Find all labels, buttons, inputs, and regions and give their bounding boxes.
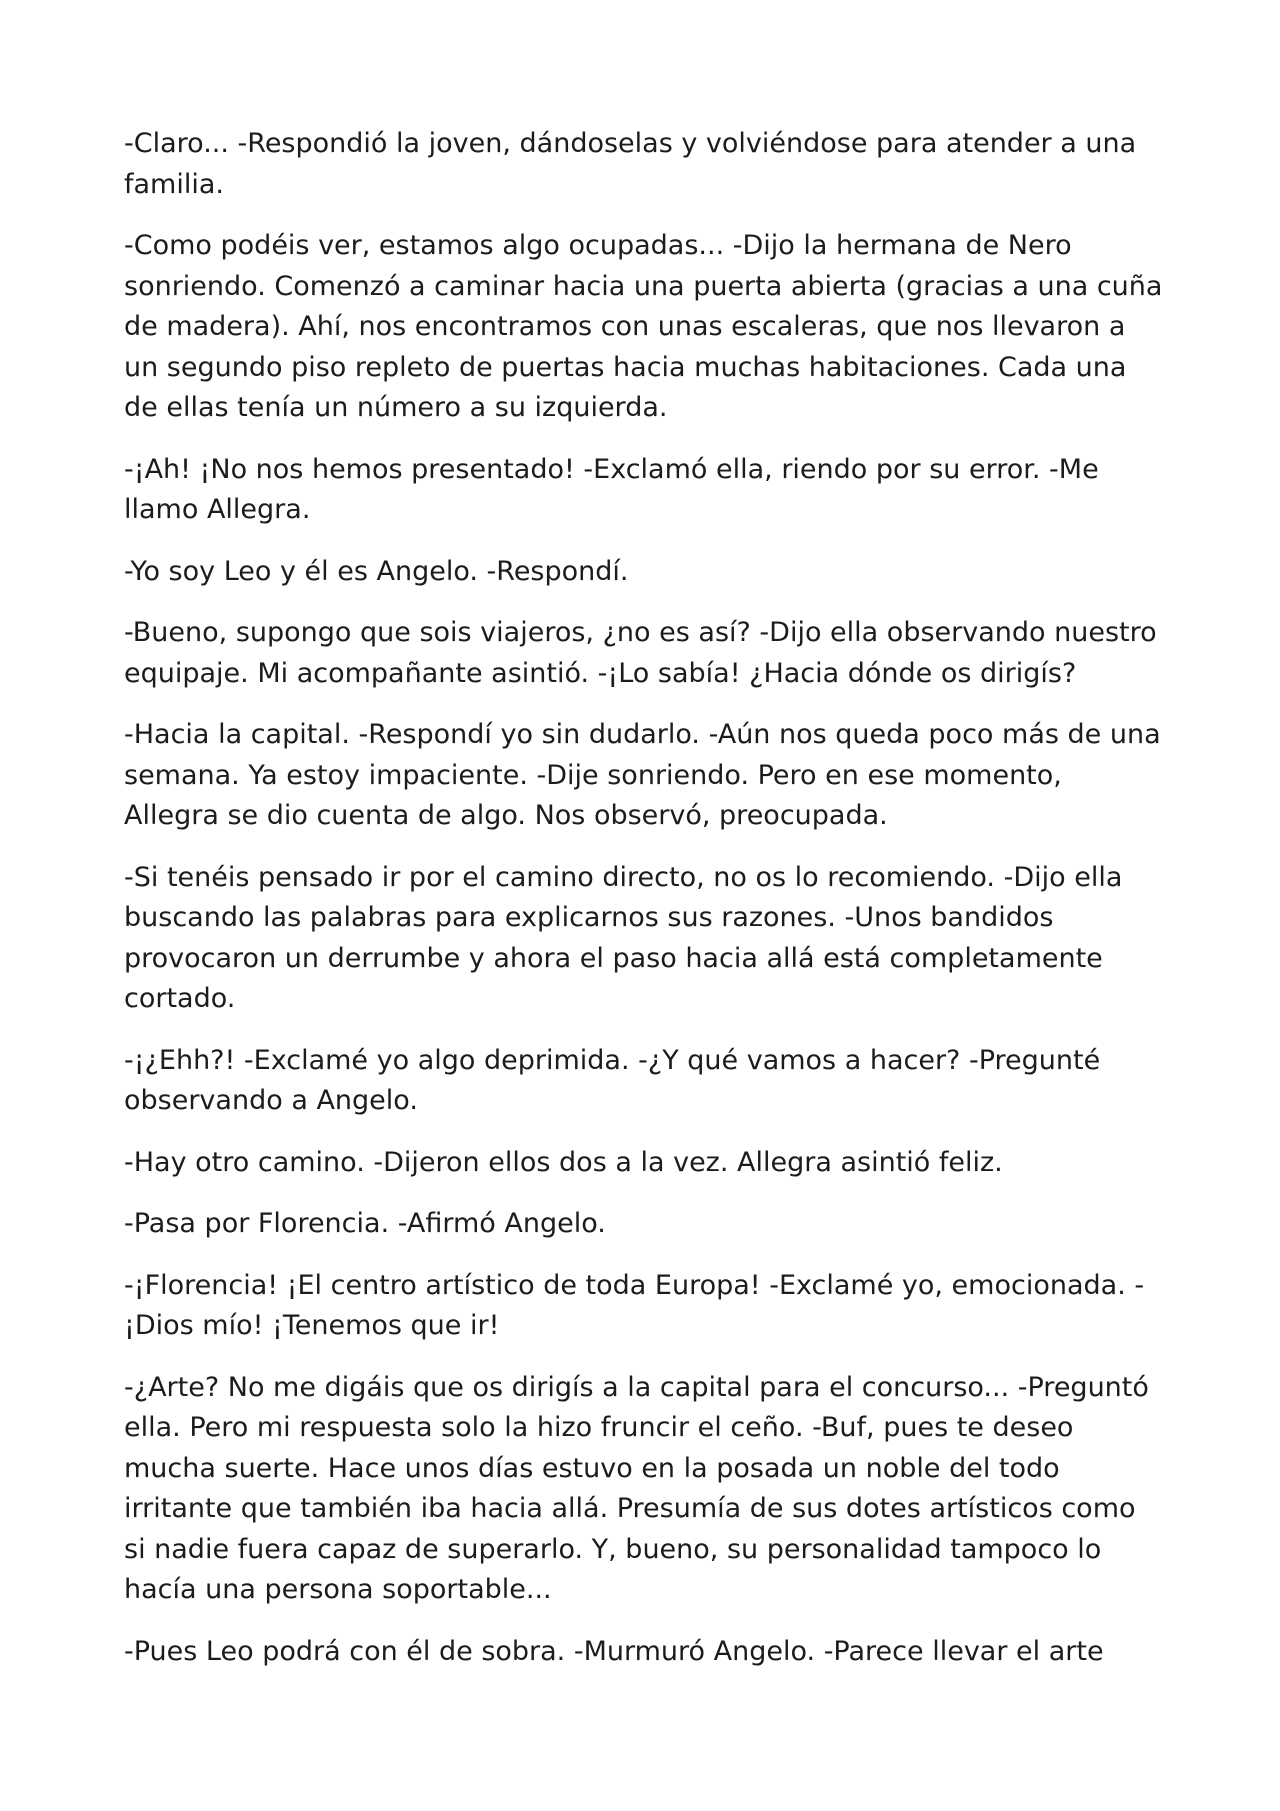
document-body xyxy=(124,124,1164,1693)
paragraph-5: -Bueno, supongo que sois viajeros, ¿no es así? -Dijo ella observando nuestro equipaje. Mi acompañante asintió. -¡Lo sabía! ¿Hacia dónde os dirigís? xyxy=(124,617,1157,689)
paragraph-1: -Claro... -Respondió la joven, dándoselas y volviéndose para atender a una familia. xyxy=(124,128,1137,200)
paragraph-9: -Hay otro camino. -Dijeron ellos dos a la vez. Allegra asintió feliz. xyxy=(124,1146,1003,1178)
paragraph-6: -Hacia la capital. -Respondí yo sin dudarlo. -Aún nos queda poco más de una semana. Ya estoy impaciente. -Dije sonriendo. Pero en ese momento, Allegra se dio cuenta de algo. Nos observó, preocupada. xyxy=(124,719,1161,831)
paragraph-2: -Como podéis ver, estamos algo ocupadas... -Dijo la hermana de Nero sonriendo. Comenzó a caminar hacia una puerta abierta (gracias a una cuña de madera). Ahí, nos encontramos con unas escaleras, que nos llevaron a un segundo piso repleto de puertas hacia muchas habitaciones. Cada una de ellas tenía un número a su izquierda. xyxy=(124,230,1163,423)
paragraph-12: -¿Arte? No me digáis que os dirigís a la capital para el concurso... -Preguntó ella. Pero mi respuesta solo la hizo fruncir el ceño. -Buf, pues te deseo mucha suerte. Hace unos días estuvo en la posada un noble del todo irritante que también iba hacia allá. Presumía de sus dotes artísticos como si nadie fuera capaz de superarlo. Y, bueno, su personalidad tampoco lo hacía una persona soportable... xyxy=(124,1371,1149,1605)
paragraph-4: -Yo soy Leo y él es Angelo. -Respondí. xyxy=(124,555,629,587)
paragraph-11: -¡Florencia! ¡El centro artístico de toda Europa! -Exclamé yo, emocionada. -¡Dios mío! ¡Tenemos que ir! xyxy=(124,1269,1145,1341)
paragraph-8: -¡¿Ehh?! -Exclamé yo algo deprimida. -¿Y qué vamos a hacer? -Pregunté observando a Angelo. xyxy=(124,1044,1101,1116)
paragraph-13: -Pues Leo podrá con él de sobra. -Murmuró Angelo. -Parece llevar el arte xyxy=(124,1635,1104,1667)
paragraph-7: -Si tenéis pensado ir por el camino directo, no os lo recomiendo. -Dijo ella buscando las palabras para explicarnos sus razones. -Unos bandidos provocaron un derrumbe y ahora el paso hacia allá está completamente cortado. xyxy=(124,861,1123,1014)
paragraph-3: -¡Ah! ¡No nos hemos presentado! -Exclamó ella, riendo por su error. -Me llamo Allegra. xyxy=(124,453,1099,525)
paragraph-10: -Pasa por Florencia. -Afirmó Angelo. xyxy=(124,1208,606,1239)
